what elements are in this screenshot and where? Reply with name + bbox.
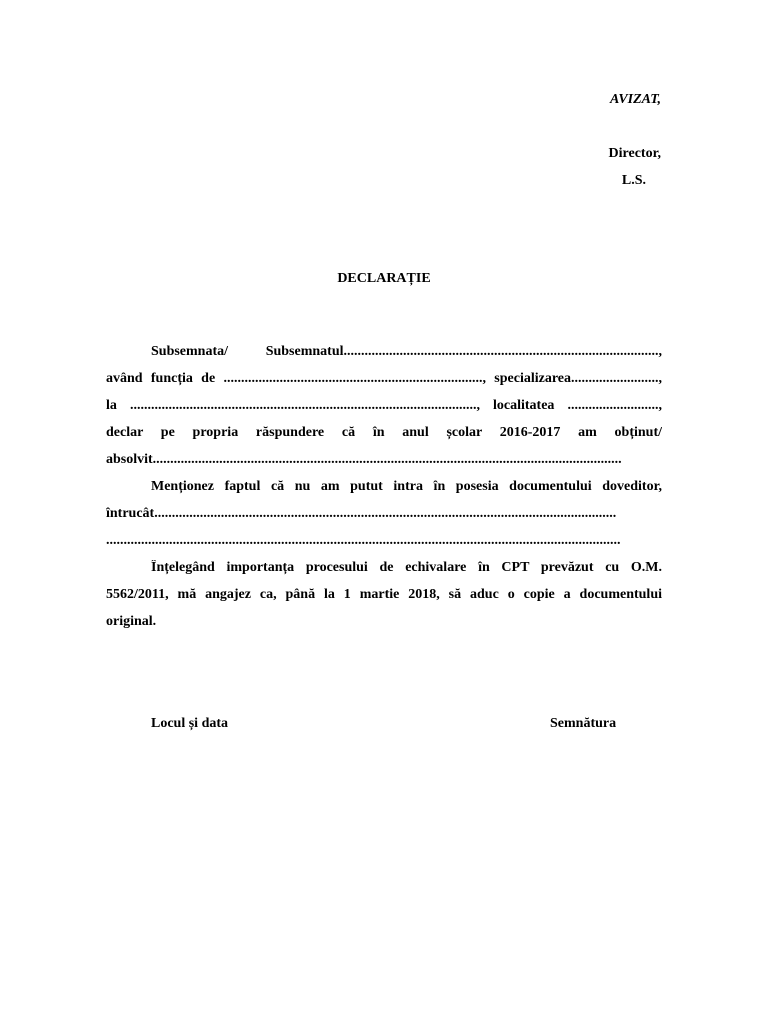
body-line-mention: Menționez faptul că nu am putut intra în posesia documentului doveditor, xyxy=(151,479,662,494)
body-line-declaration: declar pe propria răspundere că în anul școlar 2016-2017 am obținut/ xyxy=(106,425,662,440)
director-label: Director, xyxy=(608,146,661,161)
signature-label: Semnătura xyxy=(550,716,617,731)
body-line-understanding: Înțelegând importanța procesului de echivalare în CPT prevăzut cu O.M. xyxy=(151,560,662,575)
body-line-locality: la ..................................................................................................., localitatea .........................., xyxy=(106,398,662,413)
declaration-body xyxy=(106,344,662,641)
ls-label: L.S. xyxy=(621,173,646,188)
avizat-label: AVIZAT, xyxy=(610,92,661,107)
body-line-graduated: absolvit...................................................................................................................................... xyxy=(106,452,622,467)
body-line-function: având funcția de .........................................................................., specializarea........................., xyxy=(106,371,662,386)
body-line-because: întrucât.................................................................................................................................... xyxy=(106,506,617,521)
body-line-dots: ................................................................................................................................................... xyxy=(106,533,621,548)
body-line-original: original. xyxy=(106,614,157,629)
document-title: DECLARAȚIE xyxy=(337,271,431,286)
place-date-label: Locul și data xyxy=(151,716,229,731)
body-line-name: Subsemnata/ Subsemnatul.........................................................................................., xyxy=(151,344,662,359)
body-line-commitment: 5562/2011, mă angajez ca, până la 1 martie 2018, să aduc o copie a documentului xyxy=(106,587,662,602)
